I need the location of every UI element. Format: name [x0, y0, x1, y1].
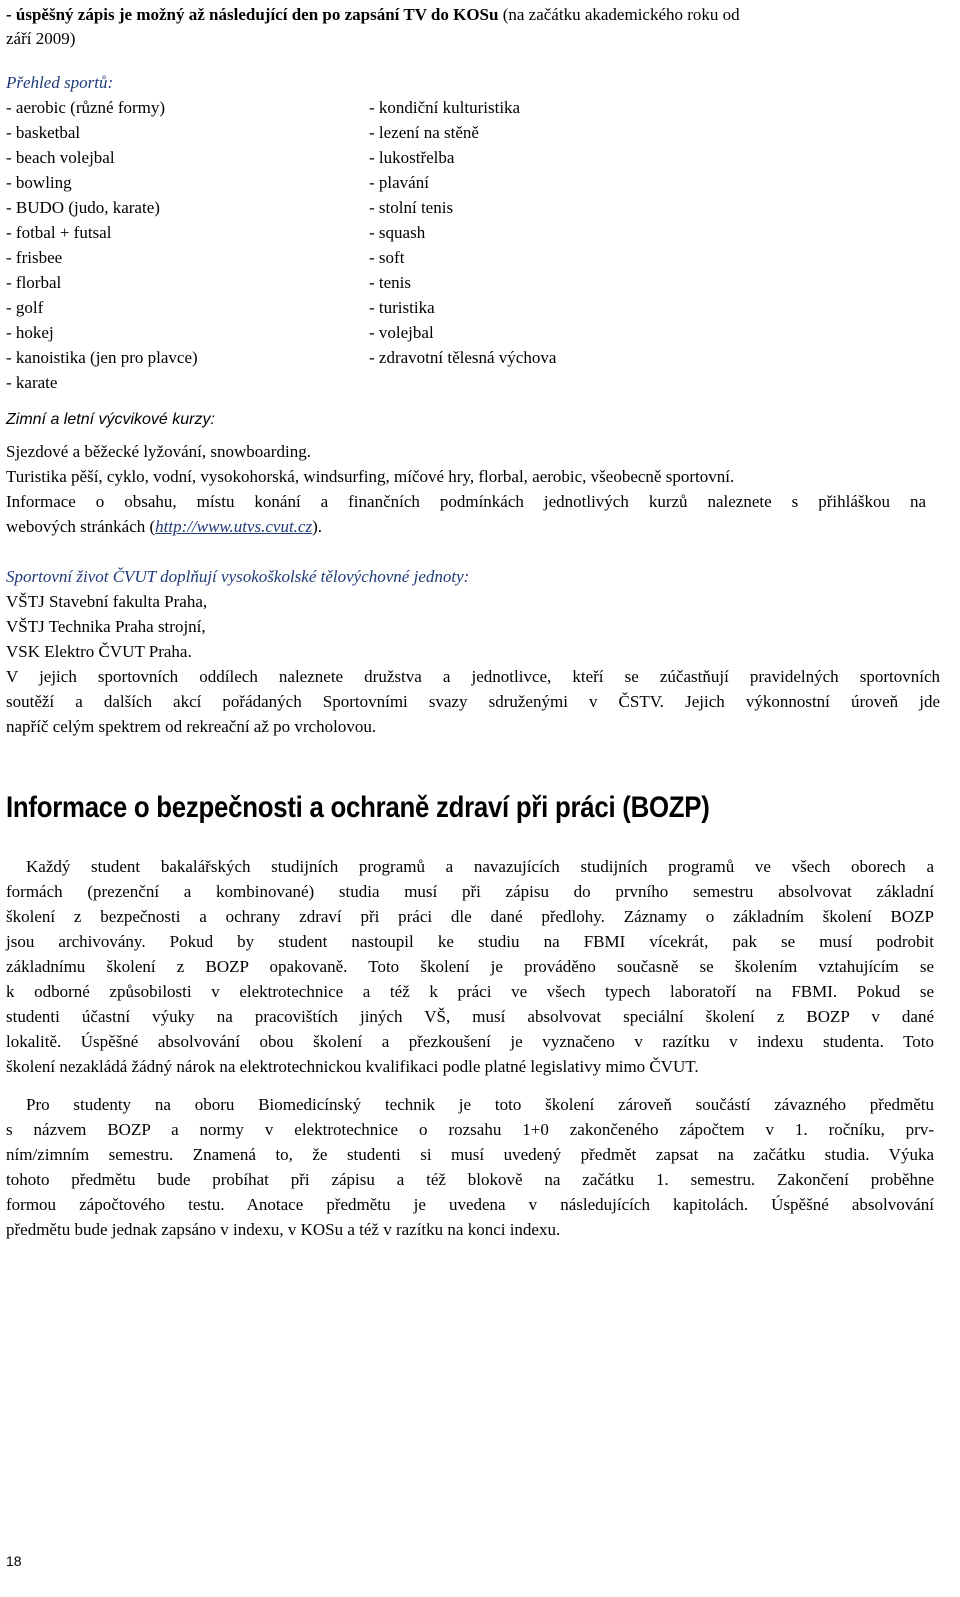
utvs-link[interactable]: http://www.utvs.cvut.cz [155, 517, 313, 536]
sport-item: - kanoistika (jen pro plavce) [6, 348, 198, 367]
bozp-p1-line: školení z bezpečnosti a ochrany zdraví při práci dle dané předlohy. Záznamy o základním školení BOZP [6, 907, 934, 926]
sport-item: - soft [369, 248, 405, 267]
sport-item: - lukostřelba [369, 148, 455, 167]
courses-line: Sjezdové a běžecké lyžování, snowboarding. [6, 442, 311, 461]
sport-item: - volejbal [369, 323, 434, 342]
bozp-p2-line: tohoto předmětu bude probíhat při zápisu a též blokově na začátku 1. semestru. Zakončení proběhne [6, 1170, 934, 1189]
club-item: VSK Elektro ČVUT Praha. [6, 642, 192, 661]
sport-item: - plavání [369, 173, 429, 192]
sport-item: - turistika [369, 298, 435, 317]
clubs-para-line: napříč celým spektrem od rekreační až po vrcholovou. [6, 717, 377, 736]
bozp-p1-line: k odborné způsobilosti v elektrotechnice a též k práci ve všech typech laboratoří na FBMI. Pokud se [6, 982, 934, 1001]
bozp-p1-line: školení nezakládá žádný nárok na elektrotechnickou kvalifikaci podle platné legislativy mimo ČVUT. [6, 1057, 699, 1076]
courses-line: Informace o obsahu, místu konání a finančních podmínkách jednotlivých kurzů naleznete s přihláškou na [6, 492, 926, 511]
intro-line-1 [6, 3, 740, 27]
courses-title: Zimní a letní výcvikové kurzy: [6, 411, 215, 428]
clubs-para-line: soutěží a dalších akcí pořádaných Sportovními svazy sdruženými v ČSTV. Jejich výkonnostní úroveň jde [6, 692, 940, 711]
page-number: 18 [6, 1553, 22, 1569]
sport-item: - kondiční kulturistika [369, 98, 521, 117]
sport-item: - zdravotní tělesná výchova [369, 348, 557, 367]
courses-link-suffix: ). [312, 517, 323, 536]
clubs-para-line: V jejich sportovních oddílech naleznete družstva a jednotlivce, kteří se zúčastňují pravidelných sportovních [6, 667, 940, 686]
bozp-p1-line: formách (prezenční a kombinované) studia musí při zápisu do prvního semestru absolvovat základní [6, 882, 934, 901]
intro-line-2: září 2009) [6, 29, 76, 48]
sports-title: Přehled sportů: [6, 73, 114, 92]
club-item: VŠTJ Technika Praha strojní, [6, 617, 206, 636]
club-item: VŠTJ Stavební fakulta Praha, [6, 592, 208, 611]
sport-item: - bowling [6, 173, 72, 192]
intro-rest-text: (na začátku akademického roku od [498, 5, 740, 24]
sport-item: - florbal [6, 273, 62, 292]
bozp-p1-line: Každý student bakalářských studijních programů a navazujících studijních programů ve všech oborech a [26, 857, 934, 876]
courses-line-link [6, 515, 322, 539]
clubs-title: Sportovní život ČVUT doplňují vysokoškolské tělovýchovné jednoty: [6, 567, 470, 586]
sport-item: - karate [6, 373, 58, 392]
sport-item: - frisbee [6, 248, 63, 267]
bozp-p2-line: s názvem BOZP a normy v elektrotechnice o rozsahu 1+0 zakončeného zápočtem v 1. ročníku, prv- [6, 1120, 934, 1139]
bozp-p2-line: Pro studenty na oboru Biomedicínský technik je toto školení zároveň součástí závazného předmětu [26, 1095, 934, 1114]
intro-bold-text: - úspěšný zápis je možný až následující den po zapsání TV do KOSu [6, 5, 499, 24]
sport-item: - tenis [369, 273, 412, 292]
bozp-p1-line: lokalitě. Úspěšné absolvování obou školení a přezkoušení je vyznačeno v razítku v indexu studenta. Toto [6, 1032, 934, 1051]
bozp-p1-line: studenti účastní výuky na pracovištích jiných VŠ, musí absolvovat speciální školení z BOZP v dané [6, 1007, 934, 1026]
section-heading: Informace o bezpečnosti a ochraně zdraví při práci (BOZP) [6, 791, 710, 824]
courses-link-prefix: webových stránkách ( [6, 517, 156, 536]
bozp-p1-line: jsou archivovány. Pokud by student nastoupil ke studiu na FBMI vícekrát, pak se musí podrobit [6, 932, 934, 951]
sport-item: - lezení na stěně [369, 123, 479, 142]
bozp-p2-line: ním/zimním semestru. Znamená to, že studenti si musí uvedený předmět zapsat na začátku studia. Výuka [6, 1145, 934, 1164]
sport-item: - beach volejbal [6, 148, 115, 167]
courses-line: Turistika pěší, cyklo, vodní, vysokohorská, windsurfing, míčové hry, florbal, aerobic, všeobecně sportovní. [6, 467, 735, 486]
sport-item: - stolní tenis [369, 198, 454, 217]
sport-item: - golf [6, 298, 44, 317]
sport-item: - fotbal + futsal [6, 223, 112, 242]
bozp-p2-line: formou zápočtového testu. Anotace předmětu je uvedena v následujících kapitolách. Úspěšné absolvování [6, 1195, 934, 1214]
sport-item: - BUDO (judo, karate) [6, 198, 160, 217]
sport-item: - squash [369, 223, 426, 242]
sport-item: - basketbal [6, 123, 81, 142]
sport-item: - hokej [6, 323, 54, 342]
bozp-p1-line: základnímu školení z BOZP opakovaně. Toto školení je prováděno současně se školením vztahujícím se [6, 957, 934, 976]
bozp-p2-line: předmětu bude jednak zapsáno v indexu, v KOSu a též v razítku na konci indexu. [6, 1220, 561, 1239]
sport-item: - aerobic (různé formy) [6, 98, 166, 117]
